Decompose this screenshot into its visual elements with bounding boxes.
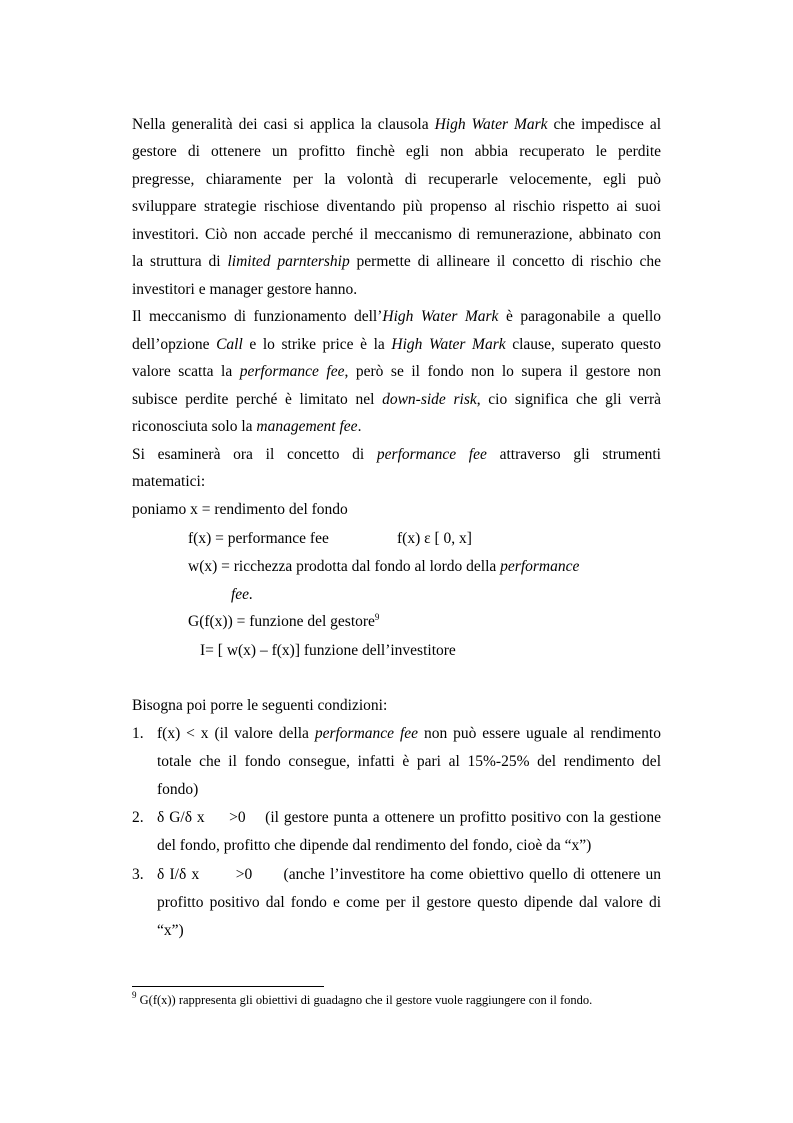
emphasis-text: High Water Mark bbox=[382, 308, 499, 325]
paragraph-1-line-6 bbox=[132, 253, 661, 271]
footnote bbox=[132, 992, 592, 1008]
text: che impedisce al bbox=[547, 116, 662, 133]
text: G(f(x)) = funzione del gestore bbox=[188, 613, 375, 630]
text: , cio significa che gli verrà bbox=[476, 391, 662, 408]
text: la struttura di bbox=[132, 253, 228, 270]
footnote-reference: 9 bbox=[374, 612, 380, 622]
paragraph-1-line-2: gestore di ottenere un profitto finchè egli non abbia recuperato le perdite bbox=[132, 143, 661, 160]
emphasis-text: limited parntership bbox=[227, 253, 350, 270]
paragraph-2-line-4 bbox=[132, 391, 661, 409]
footnote-divider bbox=[132, 986, 324, 987]
list-number: 1. bbox=[132, 725, 144, 742]
emphasis-text: Call bbox=[216, 336, 243, 353]
list-number: 2. bbox=[132, 809, 144, 826]
text: attraverso gli strumenti bbox=[486, 446, 661, 463]
condition-1-line-2: totale che il fondo consegue, infatti è pari al 15%-25% del rendimento del bbox=[157, 753, 661, 770]
paragraph-3-line-2: matematici: bbox=[132, 473, 206, 490]
conditions-intro: Bisogna poi porre le seguenti condizioni: bbox=[132, 697, 388, 714]
text: è paragonabile a quello bbox=[498, 308, 662, 325]
emphasis-text: performance fee bbox=[314, 725, 419, 742]
text: subisce perdite perché è limitato nel bbox=[132, 391, 383, 408]
text: Nella generalità dei casi si applica la clausola bbox=[132, 116, 435, 133]
emphasis-text: fee. bbox=[231, 586, 253, 603]
text: valore scatta la bbox=[132, 363, 240, 380]
definition-f: f(x) = performance fee bbox=[188, 530, 329, 547]
condition-3-line-2: profitto positivo dal fondo e come per il gestore questo dipende dal valore di bbox=[157, 894, 661, 911]
emphasis-text: performance fee bbox=[239, 363, 345, 380]
text: non può essere uguale al rendimento bbox=[418, 725, 661, 742]
paragraph-3-line-1 bbox=[132, 446, 661, 464]
text: dell’opzione bbox=[132, 336, 217, 353]
definition-f-range: f(x) ε [ 0, x] bbox=[397, 530, 472, 547]
text: Si esaminerà ora il concetto di bbox=[132, 446, 377, 463]
paragraph-1-line-1 bbox=[132, 116, 661, 134]
emphasis-text: performance bbox=[500, 558, 580, 575]
text: f(x) < x (il valore della bbox=[157, 725, 315, 742]
condition-1-line-1 bbox=[157, 725, 661, 743]
paragraph-3-line-3: poniamo x = rendimento del fondo bbox=[132, 501, 348, 518]
condition-2-line-1: δ G/δ x >0 (il gestore punta a ottenere un profitto positivo con la gestione bbox=[157, 809, 661, 826]
paragraph-1-line-3: pregresse, chiaramente per la volontà di recuperarle velocemente, egli può bbox=[132, 171, 661, 188]
paragraph-2-line-3 bbox=[132, 363, 661, 381]
definition-w-line-1 bbox=[188, 558, 579, 576]
condition-3-line-3: “x”) bbox=[157, 922, 184, 939]
paragraph-1-line-4: sviluppare strategie rischiose diventando più propenso al rischio rispetto ai suoi bbox=[132, 198, 661, 215]
emphasis-text: down-side risk bbox=[382, 391, 477, 408]
emphasis-text: management fee bbox=[256, 418, 358, 435]
paragraph-2-line-2 bbox=[132, 336, 661, 354]
text: permette di allineare il concetto di rischio che bbox=[349, 253, 661, 270]
condition-2-line-2: del fondo, profitto che dipende dal rendimento del fondo, cioè da “x”) bbox=[157, 837, 592, 854]
paragraph-2-line-1 bbox=[132, 308, 661, 326]
text: w(x) = ricchezza prodotta dal fondo al lordo della bbox=[188, 558, 501, 575]
emphasis-text: performance fee bbox=[376, 446, 487, 463]
paragraph-1-line-7: investitori e manager gestore hanno. bbox=[132, 281, 358, 298]
paragraph-2-line-5 bbox=[132, 418, 361, 436]
text: . bbox=[357, 418, 362, 435]
text: riconosciuta solo la bbox=[132, 418, 257, 435]
text: clause, superato questo bbox=[505, 336, 661, 353]
definition-w-line-2 bbox=[231, 586, 253, 604]
footnote-text: G(f(x)) rappresenta gli obiettivi di guadagno che il gestore vuole raggiungere con il fondo. bbox=[136, 993, 593, 1007]
emphasis-text: High Water Mark bbox=[434, 116, 548, 133]
list-number: 3. bbox=[132, 866, 144, 883]
definition-i: I= [ w(x) – f(x)] funzione dell’investitore bbox=[200, 642, 456, 659]
definition-g bbox=[188, 613, 379, 631]
text: , però se il fondo non lo supera il gestore non bbox=[344, 363, 662, 380]
footnote-mark: 9 bbox=[132, 990, 137, 1000]
condition-3-line-1: δ I/δ x >0 (anche l’investitore ha come obiettivo quello di ottenere un bbox=[157, 866, 661, 883]
emphasis-text: High Water Mark bbox=[391, 336, 506, 353]
condition-1-line-3: fondo) bbox=[157, 781, 199, 798]
text: e lo strike price è la bbox=[242, 336, 392, 353]
text: Il meccanismo di funzionamento dell’ bbox=[132, 308, 383, 325]
paragraph-1-line-5: investitori. Ciò non accade perché il meccanismo di remunerazione, abbinato con bbox=[132, 226, 661, 243]
